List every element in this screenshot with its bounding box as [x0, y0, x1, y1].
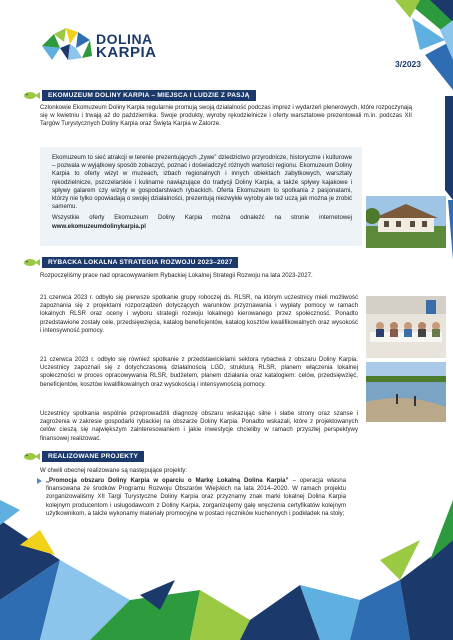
section3-intro: W chwili obecnej realizowane są następujące projekty:	[40, 467, 188, 474]
logo-line2: KARPIA	[96, 44, 157, 61]
issue-number: 3/2023	[395, 59, 421, 69]
ekomuzeum-website-link[interactable]: www.ekomuzeumdolinykarpia.pl	[52, 222, 146, 230]
section-title-ekomuzeum: EKOMUZEUM DOLINY KARPIA – MIEJSCA I LUDZIE Z PASJĄ	[42, 90, 256, 101]
box-paragraph-1: Ekomuzeum to sieć atrakcji w terenie prezentujących „żywe” dziedzictwo przyrodnicze, historyczne i kulturowe – pozwala w wyjątkowy sposób zobaczyć, poznać i doświadczyć różnych wartości regionu. Ekomuzeum Doliny Karpia to oferty wizyt w muzeach, izbach regionalnych i innych obiektach zabytkowych, warsztaty rękodzielnicze, pszczelarskie i kulinarne nawiązujące do tradycji Doliny Karpia, a także spływy kajakowe i spływy galarem czy wizyty w gospodarstwach rybackich. Oferta Ekomuzeum to spotkania z pasjonatami, którzy nie tylko opowiadają o swojej działalności, prezentują niezwykłe wyroby ale też uczą jak można je zrobić samemu.	[52, 154, 352, 211]
section-header-rlsr	[22, 257, 238, 268]
section-title-projects: REALIZOWANE PROJEKTY	[42, 451, 144, 462]
project-title: „Promocja obszaru Doliny Karpia w oparciu o Markę Lokalną Dolina Karpia”	[46, 477, 289, 484]
fish-icon	[22, 258, 40, 267]
section2-paragraph-4: Uczestnicy spotkania wspólnie przeprowadzili diagnozę obszaru wskazując silne i słabe strony oraz szanse i zagrożenia w zakresie gospodarki rybackiej na obszarze Doliny Karpia. Ponadto wskazali, które z projektowanych celów cieszą się największym zainteresowaniem i jakie inwestycje chcieliby w ramach przyszłej perspektywy finansowej realizować.	[40, 410, 358, 442]
photo-fish-pond	[366, 362, 446, 422]
bullet-triangle-icon	[37, 478, 42, 484]
fish-icon	[22, 91, 40, 100]
logo-mark-icon	[42, 26, 92, 64]
logo-wordmark	[96, 32, 157, 60]
section2-paragraph-1: Rozpoczęliśmy prace nad opracowywaniem Rybackiej Lokalnej Strategii Rozwoju na lata 2023-2027.	[40, 272, 313, 279]
section2-paragraph-3: 21 czerwca 2023 r. odbyło się również spotkanie z przedstawicielami sektora rybactwa z obszaru Doliny Karpia. Uczestnicy zapoznali się z dotychczasową działalnością LGD, strukturą RLSR, planem włączenia lokalnej społeczności w proces opracowywania RLSR, budżetem, planem działania oraz katalogiem: celów, przedsięwzięć, beneficjentów, kosztów kwalifikowalnych oraz wysokością i intensywnością pomocy.	[40, 356, 358, 388]
section1-intro: Członkowie Ekomuzeum Doliny Karpia regularnie promują swoją działalność podczas imprez i wydarzeń plenerowych, które rozpoczynają się w kwietniu i trwają aż do października. Swoje produkty, wyroby rękodzielnicze i oferty warsztatowe prezentowali m.in. podczas XII Targów Turystycznych Doliny Karpia oraz Święta Karpia w Zatorze.	[40, 104, 412, 128]
photo-meeting	[366, 296, 446, 358]
logo-line1: DOLINA	[96, 31, 153, 47]
box-paragraph-2-text: Wszystkie oferty Ekomuzeum Doliny Karpia można odnaleźć na stronie internetowej	[52, 214, 352, 222]
section-title-rlsr: RYBACKA LOKALNA STRATEGIA ROZWOJU 2023–2027	[42, 257, 238, 268]
box-paragraph-2	[52, 214, 352, 230]
project-list-item	[46, 477, 346, 518]
section-header-ekomuzeum	[22, 90, 256, 101]
photo-historic-house	[366, 196, 446, 248]
section-header-projects	[22, 451, 144, 462]
ekomuzeum-info-box	[40, 147, 362, 246]
section2-paragraph-2: 21 czerwca 2023 r. odbyło się pierwsze spotkanie grupy roboczej ds. RLSR, na którym uczestnicy mieli możliwość zapoznania się z projektami rozporządzeń dotyczących warunków przyznawania i wypłaty pomocy w ramach lokalnych RLSR oraz oceny i wyboru strategii rozwoju lokalnego kierowanego przez społeczność. Ponadto przedstawione zostały cele, przedsięwzięcia, katalog beneficjentów, katalog kosztów kwalifikowalnych oraz wysokość i intensywność pomocy.	[40, 294, 358, 334]
fish-icon	[22, 452, 40, 461]
project-description: – operacja własna finansowana ze środków Programu Rozwoju Obszarów Wiejskich na lata 2014–2020. W ramach projektu zorganizowaliśmy XII Targi Turystyczne Doliny Karpia oraz przyznamy znak marki lokalnej Dolina Karpia kolejnym producentom i usługodawcom z Doliny Karpia, zorganizujemy galę wręczenia certyfikatów kolejnym użytkownikom, a także wykonamy materiały promocyjne w postaci ręczników kuchennych i podkładek na stoły;	[46, 477, 346, 517]
